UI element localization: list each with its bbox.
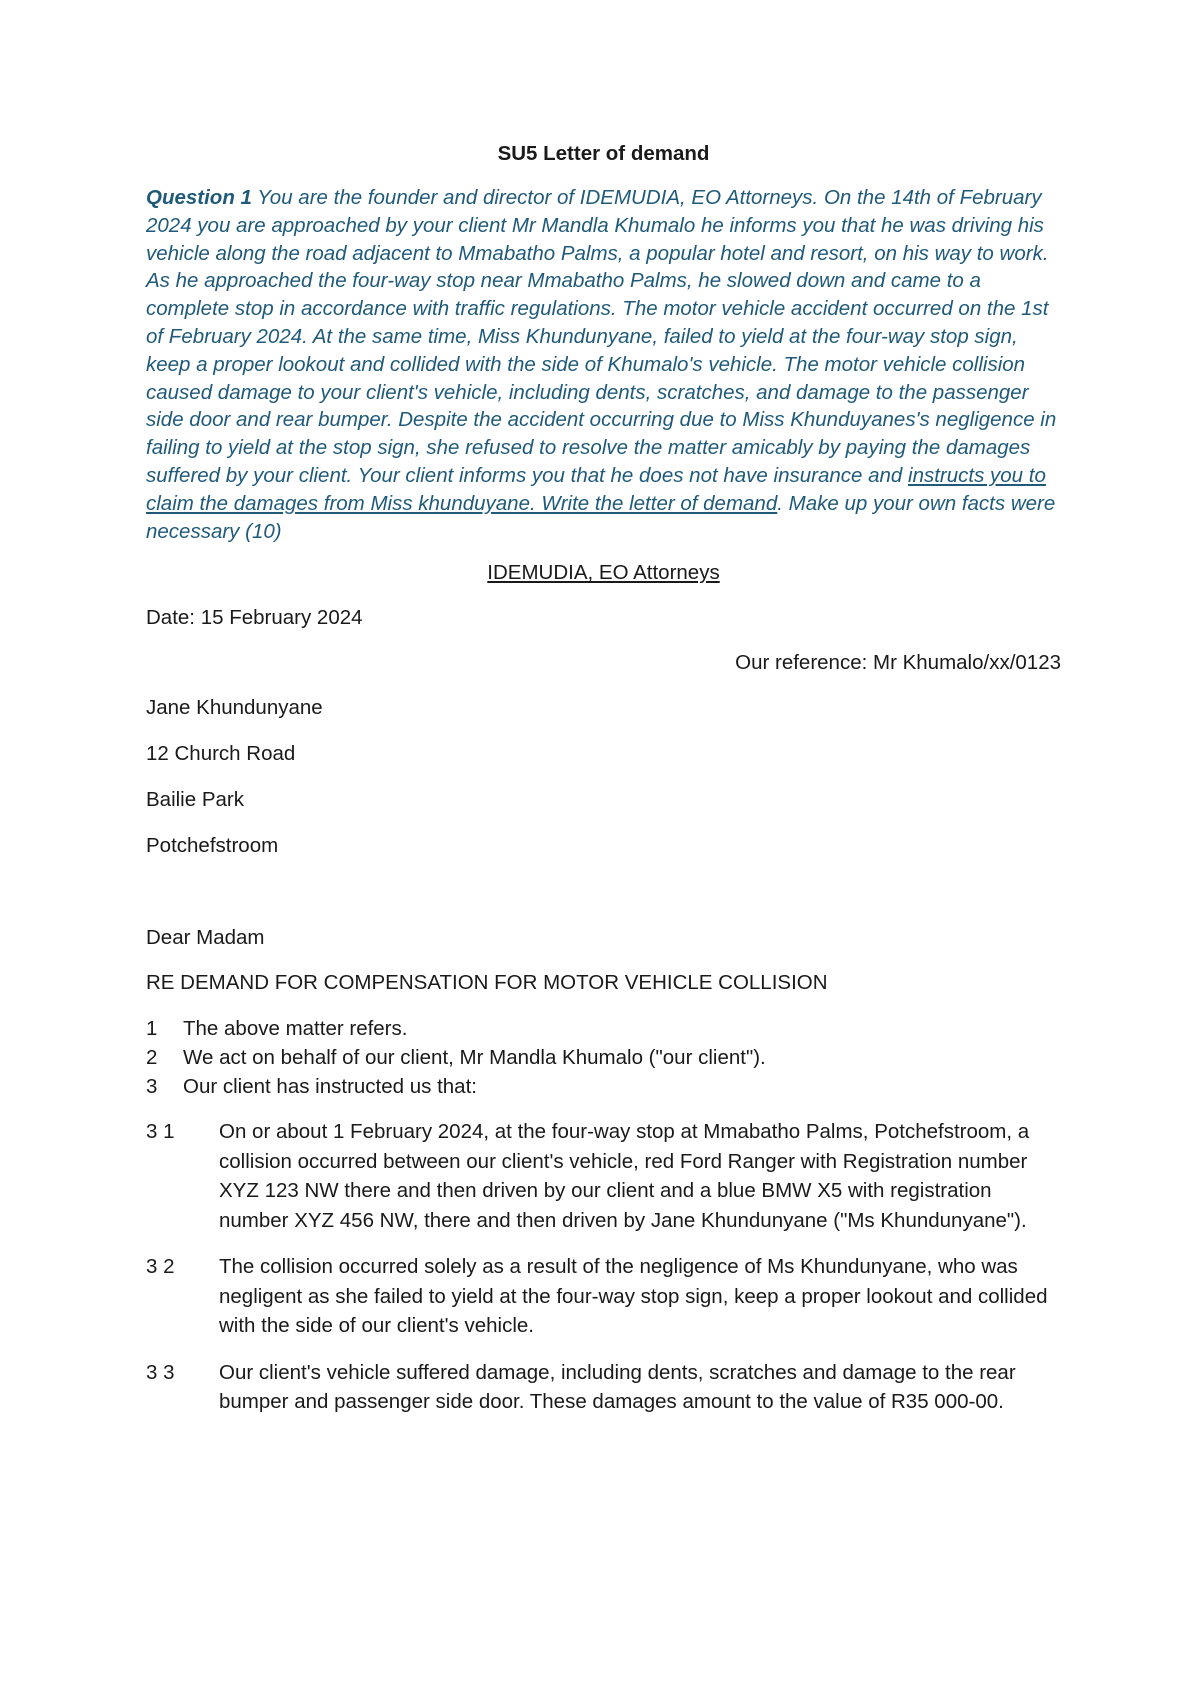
salutation: Dear Madam bbox=[146, 926, 265, 950]
letter-date: Date: 15 February 2024 bbox=[146, 606, 363, 630]
recipient-name: Jane Khundunyane bbox=[146, 696, 323, 720]
firm-name: IDEMUDIA, EO Attorneys bbox=[487, 561, 720, 585]
numbered-list bbox=[146, 1014, 1061, 1101]
letter-subject: RE DEMAND FOR COMPENSATION FOR MOTOR VEHICLE COLLISION bbox=[146, 971, 828, 995]
sub-paragraph-text: Our client's vehicle suffered damage, including dents, scratches and damage to the rear bumper and passenger side door. These damages amount to the value of R35 000-00. bbox=[219, 1360, 1016, 1414]
sub-paragraph-number: 3 3 bbox=[146, 1360, 175, 1384]
document-page bbox=[146, 140, 1061, 1434]
sub-paragraph bbox=[146, 1252, 1061, 1341]
sub-paragraph-number: 3 2 bbox=[146, 1255, 175, 1279]
list-item-text: We act on behalf of our client, Mr Mandla Khumalo ("our client"). bbox=[183, 1046, 766, 1070]
list-item-text: Our client has instructed us that: bbox=[183, 1075, 477, 1099]
list-item-number: 2 bbox=[146, 1046, 158, 1070]
question-text: You are the founder and director of IDEMUDIA, EO Attorneys. On the 14th of February 2024 you are approached by your client Mr Mandla Khumalo he informs you that he was driving his vehicle along the road adjacent to Mmabatho Palms, a popular hotel and resort, on his way to work. As he approached the four-way stop near Mmabatho Palms, he slowed down and came to a complete stop in accordance with traffic regulations. The motor vehicle accident occurred on the 1st of February 2024. At the same time, Miss Khundunyane, failed to yield at the four-way stop sign, keep a proper lookout and collided with the side of Khumalo's vehicle. The motor vehicle collision caused damage to your client's vehicle, including dents, scratches, and damage to the passenger side door and rear bumper. Despite the accident occurring due to Miss Khunduyanes's negligence in failing to yield at the stop sign, she refused to resolve the matter amicably by paying the damages suffered by your client. Your client informs you that he does not have insurance and bbox=[146, 186, 1057, 487]
question-label: Question 1 bbox=[146, 186, 252, 209]
sub-paragraph-number: 3 1 bbox=[146, 1120, 175, 1144]
sub-paragraph-text: The collision occurred solely as a result of the negligence of Ms Khundunyane, who was negligent as she failed to yield at the four-way stop sign, keep a proper lookout and collided with the side of our client's vehicle. bbox=[219, 1255, 1048, 1338]
question-paragraph bbox=[146, 184, 1061, 545]
question-instruction: instructs you to claim the damages from Miss khunduyane. Write the letter of demand bbox=[146, 463, 1046, 515]
list-item bbox=[146, 1014, 1061, 1043]
document-title: SU5 Letter of demand bbox=[497, 142, 710, 165]
recipient-city: Potchefstroom bbox=[146, 834, 279, 858]
list-item-number: 1 bbox=[146, 1017, 158, 1041]
list-item-text: The above matter refers. bbox=[183, 1017, 408, 1041]
sub-paragraph-text: On or about 1 February 2024, at the four-way stop at Mmabatho Palms, Potchefstroom, a collision occurred between our client's vehicle, red Ford Ranger with Registration number XYZ 123 NW there and then driven by our client and a blue BMW X5 with registration number XYZ 456 NW, there and then driven by Jane Khundunyane ("Ms Khundunyane"). bbox=[219, 1120, 1030, 1232]
sub-paragraph bbox=[146, 1358, 1061, 1417]
sub-paragraph bbox=[146, 1117, 1061, 1235]
question-text-end: . Make up your own facts were necessary (10) bbox=[146, 491, 1056, 543]
letter-reference: Our reference: Mr Khumalo/xx/0123 bbox=[735, 651, 1061, 675]
spacer bbox=[146, 878, 1061, 924]
list-item bbox=[146, 1043, 1061, 1072]
list-item bbox=[146, 1072, 1061, 1101]
list-item-number: 3 bbox=[146, 1075, 158, 1099]
recipient-suburb: Bailie Park bbox=[146, 788, 244, 812]
recipient-street: 12 Church Road bbox=[146, 742, 296, 766]
